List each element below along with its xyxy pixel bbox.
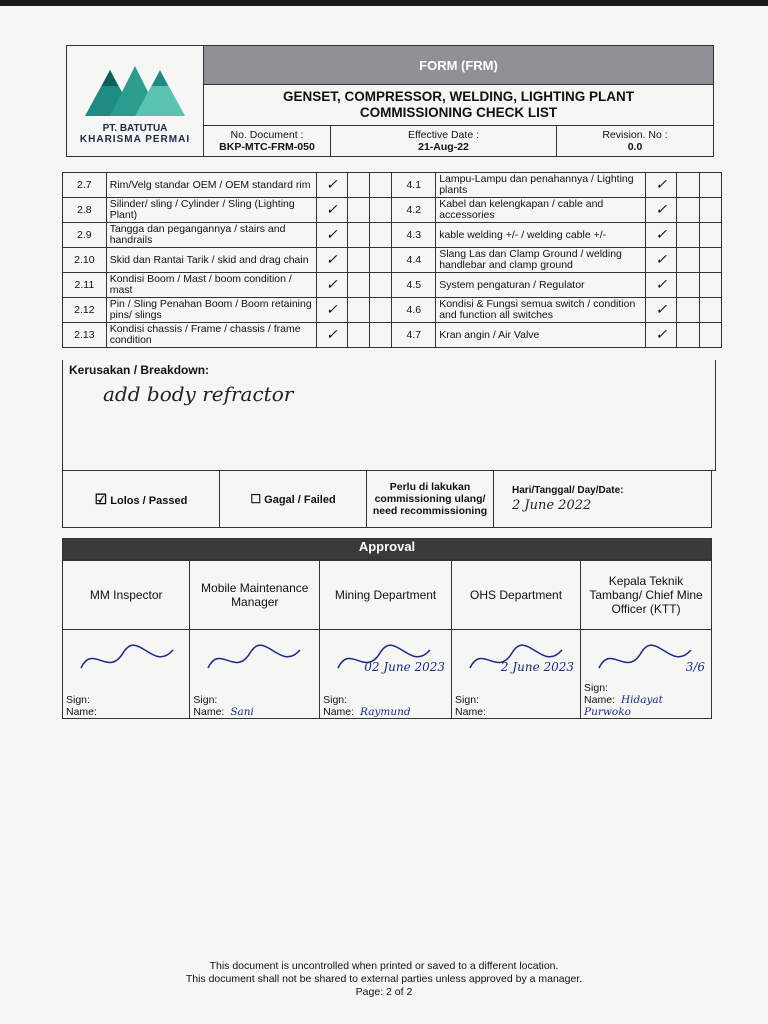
failed-label: Gagal / Failed bbox=[264, 494, 336, 506]
signature-date: 02 June 2023 bbox=[364, 660, 446, 674]
document-number-value: BKP-MTC-FRM-050 bbox=[219, 141, 315, 153]
item-text: Tangga dan pegangannya / stairs and handrails bbox=[106, 223, 316, 248]
company-name-line2: KHARISMA PERMAI bbox=[79, 133, 191, 145]
item-number: 2.12 bbox=[63, 298, 107, 323]
approval-table bbox=[62, 560, 712, 719]
document-header bbox=[66, 45, 714, 157]
blank-cell bbox=[677, 248, 699, 273]
signature-cell[interactable] bbox=[581, 630, 712, 719]
item-text: Pin / Sling Penahan Boom / Boom retaining pins/ slings bbox=[106, 298, 316, 323]
item-text: Skid dan Rantai Tarik / skid and drag chain bbox=[106, 248, 316, 273]
result-table bbox=[62, 470, 712, 528]
item-text: Lampu-Lampu dan penahannya / Lighting plants bbox=[436, 173, 646, 198]
signature-cell[interactable] bbox=[190, 630, 320, 719]
check-mark[interactable]: ✓ bbox=[646, 173, 677, 198]
item-number: 2.8 bbox=[63, 198, 107, 223]
sign-label: Sign: bbox=[455, 694, 479, 706]
check-mark[interactable]: ✓ bbox=[316, 223, 347, 248]
signature-date: 3/6 bbox=[685, 660, 705, 674]
date-label: Hari/Tanggal/ Day/Date: bbox=[512, 485, 624, 496]
approval-role: Mining Department bbox=[320, 561, 452, 630]
item-text: Kran angin / Air Valve bbox=[436, 323, 646, 348]
checklist-row bbox=[63, 223, 722, 248]
footer-line2: This document shall not be shared to external parties unless approved by a manager. bbox=[185, 973, 583, 985]
name-line bbox=[66, 706, 186, 718]
blank-cell bbox=[699, 173, 721, 198]
check-mark[interactable]: ✓ bbox=[316, 248, 347, 273]
blank-cell bbox=[347, 323, 369, 348]
item-number: 4.2 bbox=[392, 198, 436, 223]
document-footer bbox=[0, 960, 768, 999]
revision-label: Revision. No : bbox=[602, 129, 668, 141]
failed-option[interactable] bbox=[220, 471, 367, 528]
blank-cell bbox=[347, 273, 369, 298]
blank-cell bbox=[370, 323, 392, 348]
approval-role: MM Inspector bbox=[63, 561, 190, 630]
blank-cell bbox=[347, 198, 369, 223]
blank-cell bbox=[699, 298, 721, 323]
item-number: 4.1 bbox=[392, 173, 436, 198]
check-mark[interactable]: ✓ bbox=[316, 173, 347, 198]
blank-cell bbox=[370, 223, 392, 248]
check-mark[interactable]: ✓ bbox=[316, 273, 347, 298]
item-text: Silinder/ sling / Cylinder / Sling (Lighting Plant) bbox=[106, 198, 316, 223]
passed-label: Lolos / Passed bbox=[110, 494, 188, 507]
item-number: 4.5 bbox=[392, 273, 436, 298]
name-line bbox=[455, 706, 577, 718]
scan-edge bbox=[0, 0, 768, 6]
name-label: Name: bbox=[584, 694, 615, 706]
title-line1: GENSET, COMPRESSOR, WELDING, LIGHTING PLANT bbox=[282, 89, 634, 104]
signer-name: Sani bbox=[230, 706, 254, 718]
item-number: 4.6 bbox=[392, 298, 436, 323]
breakdown-label: Kerusakan / Breakdown: bbox=[69, 363, 210, 377]
check-mark[interactable]: ✓ bbox=[646, 273, 677, 298]
item-text: Kabel dan kelengkapan / cable and accessories bbox=[436, 198, 646, 223]
item-number: 4.3 bbox=[392, 223, 436, 248]
blank-cell bbox=[347, 298, 369, 323]
item-text: Slang Las dan Clamp Ground / welding handlebar and clamp ground bbox=[436, 248, 646, 273]
signer-name: Raymund bbox=[360, 706, 411, 718]
checklist-row bbox=[63, 198, 722, 223]
effective-date-label: Effective Date : bbox=[407, 129, 479, 141]
approval-title: Approval bbox=[62, 538, 712, 560]
signature-date: 2 June 2023 bbox=[500, 660, 575, 674]
approval-role: OHS Department bbox=[452, 561, 581, 630]
footer-line1: This document is uncontrolled when printed or saved to a different location. bbox=[209, 960, 559, 972]
name-line bbox=[323, 706, 448, 718]
item-text: Kondisi chassis / Frame / chassis / frame condition bbox=[106, 323, 316, 348]
blank-cell bbox=[699, 223, 721, 248]
item-number: 4.7 bbox=[392, 323, 436, 348]
check-mark[interactable]: ✓ bbox=[316, 298, 347, 323]
handwritten-signature bbox=[73, 638, 183, 684]
signature-cell[interactable] bbox=[320, 630, 452, 719]
approval-role: Kepala Teknik Tambang/ Chief Mine Officer (KTT) bbox=[581, 561, 712, 630]
passed-option[interactable] bbox=[63, 471, 220, 528]
breakdown-handwriting: add body refractor bbox=[103, 382, 294, 406]
breakdown-box bbox=[62, 360, 716, 471]
document-number bbox=[204, 126, 331, 157]
checklist-row bbox=[63, 298, 722, 323]
blank-cell bbox=[699, 198, 721, 223]
title-line2: COMMISSIONING CHECK LIST bbox=[359, 105, 558, 120]
item-text: kable welding +/- / welding cable +/- bbox=[436, 223, 646, 248]
blank-cell bbox=[677, 198, 699, 223]
blank-cell bbox=[370, 173, 392, 198]
blank-cell bbox=[677, 273, 699, 298]
blank-cell bbox=[677, 298, 699, 323]
form-label: FORM (FRM) bbox=[204, 46, 714, 85]
item-number: 2.10 bbox=[63, 248, 107, 273]
sign-label: Sign: bbox=[323, 694, 348, 706]
checklist-table bbox=[62, 172, 722, 348]
mountain-logo-icon bbox=[80, 58, 190, 118]
date-cell bbox=[494, 471, 712, 528]
blank-cell bbox=[370, 298, 392, 323]
blank-cell bbox=[370, 248, 392, 273]
sign-label: Sign: bbox=[193, 694, 218, 706]
checked-box-icon: ☑ bbox=[94, 490, 108, 507]
empty-box-icon: ☐ bbox=[250, 492, 262, 506]
blank-cell bbox=[347, 248, 369, 273]
item-text: System pengaturan / Regulator bbox=[436, 273, 646, 298]
date-handwriting: 2 June 2022 bbox=[512, 498, 592, 513]
blank-cell bbox=[677, 173, 699, 198]
item-number: 2.9 bbox=[63, 223, 107, 248]
check-mark[interactable]: ✓ bbox=[316, 323, 347, 348]
item-text: Kondisi & Fungsi semua switch / condition and function all switches bbox=[436, 298, 646, 323]
item-number: 2.7 bbox=[63, 173, 107, 198]
checklist-row bbox=[63, 248, 722, 273]
handwritten-signature bbox=[462, 638, 575, 684]
sign-label: Sign: bbox=[584, 682, 608, 694]
document-number-label: No. Document : bbox=[230, 129, 304, 141]
revision-number bbox=[557, 126, 714, 157]
name-line bbox=[584, 694, 708, 718]
handwritten-signature bbox=[330, 638, 440, 684]
check-mark[interactable]: ✓ bbox=[646, 248, 677, 273]
handwritten-signature bbox=[591, 638, 701, 684]
signature-cell[interactable] bbox=[452, 630, 581, 719]
sign-label: Sign: bbox=[66, 694, 90, 706]
effective-date bbox=[331, 126, 557, 157]
company-logo-cell bbox=[67, 46, 204, 157]
item-number: 2.11 bbox=[63, 273, 107, 298]
blank-cell bbox=[699, 273, 721, 298]
check-mark[interactable]: ✓ bbox=[646, 198, 677, 223]
blank-cell bbox=[347, 173, 369, 198]
signature-cell[interactable] bbox=[63, 630, 190, 719]
name-label: Name: bbox=[455, 706, 486, 718]
name-line bbox=[193, 706, 316, 718]
blank-cell bbox=[370, 273, 392, 298]
effective-date-value: 21-Aug-22 bbox=[418, 141, 469, 153]
handwritten-signature bbox=[200, 638, 310, 684]
checklist-row bbox=[63, 173, 722, 198]
item-number: 4.4 bbox=[392, 248, 436, 273]
recommissioning-option[interactable]: Perlu di lakukan commissioning ulang/ need recommissioning bbox=[367, 471, 494, 528]
item-text: Kondisi Boom / Mast / boom condition / mast bbox=[106, 273, 316, 298]
blank-cell bbox=[677, 223, 699, 248]
page-number: Page: 2 of 2 bbox=[355, 986, 413, 998]
check-mark[interactable]: ✓ bbox=[646, 323, 677, 348]
signer-name: Hidayat Purwoko bbox=[584, 694, 663, 718]
form-title bbox=[204, 85, 714, 126]
blank-cell bbox=[699, 248, 721, 273]
blank-cell bbox=[347, 223, 369, 248]
revision-value: 0.0 bbox=[627, 141, 643, 153]
item-number: 2.13 bbox=[63, 323, 107, 348]
blank-cell bbox=[699, 323, 721, 348]
check-mark[interactable]: ✓ bbox=[316, 198, 347, 223]
blank-cell bbox=[370, 198, 392, 223]
approval-section bbox=[62, 538, 712, 719]
name-label: Name: bbox=[323, 706, 355, 718]
check-mark[interactable]: ✓ bbox=[646, 223, 677, 248]
item-text: Rim/Velg standar OEM / OEM standard rim bbox=[106, 173, 316, 198]
checklist-row bbox=[63, 323, 722, 348]
name-label: Name: bbox=[66, 706, 97, 718]
blank-cell bbox=[677, 323, 699, 348]
checklist-row bbox=[63, 273, 722, 298]
approval-role: Mobile Maintenance Manager bbox=[190, 561, 320, 630]
name-label: Name: bbox=[193, 706, 225, 718]
check-mark[interactable]: ✓ bbox=[646, 298, 677, 323]
company-name-line1: PT. BATUTUA bbox=[102, 122, 168, 134]
